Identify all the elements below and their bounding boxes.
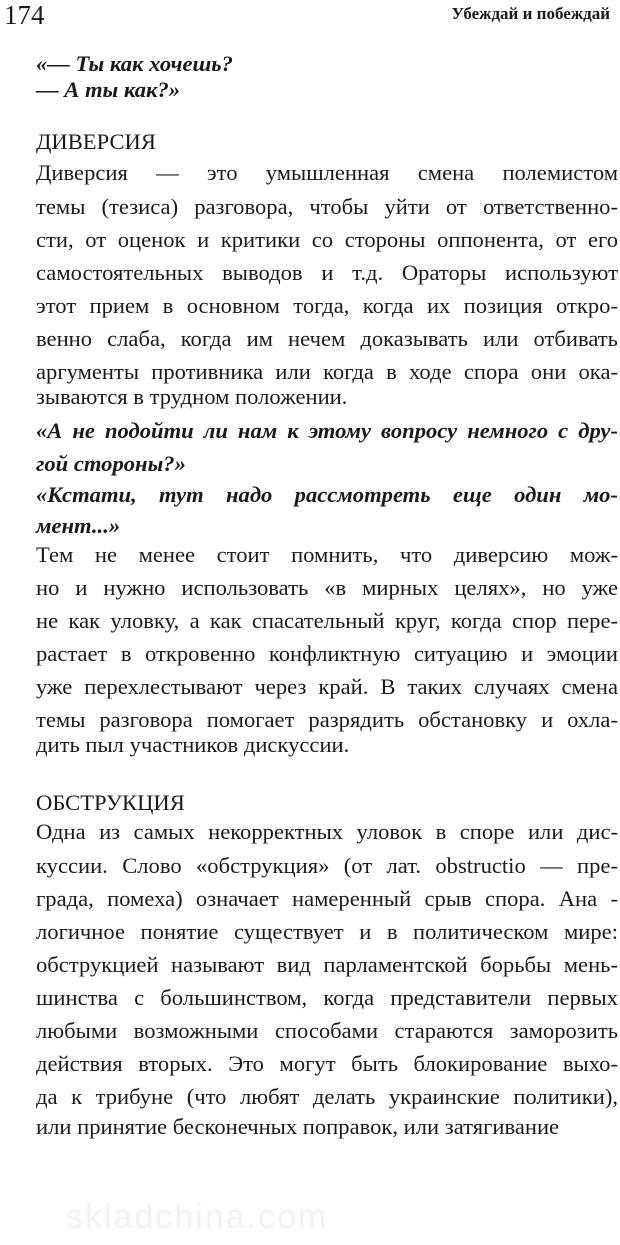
paragraph-line: или принятие бесконечных поправок, или затягивание xyxy=(36,1114,560,1139)
paragraph-line: зываются в трудном положении. xyxy=(36,384,348,409)
paragraph-line: да к трибуне (что любят делать украинские политики), xyxy=(36,1084,618,1109)
paragraph-line: темы (тезиса) разговора, чтобы уйти от ответственно- xyxy=(36,194,618,219)
running-head: Убеждай и побеждай xyxy=(451,4,610,23)
paragraph-line: самостоятельных выводов и т.д. Ораторы используют xyxy=(36,260,618,285)
paragraph-line: обструкцией называют вид парламентской борьбы мень- xyxy=(36,952,618,977)
paragraph-line: Диверсия — это умышленная смена полемистом xyxy=(36,160,618,185)
paragraph-line: сти, от оценок и критики со стороны оппонента, от его xyxy=(36,227,618,252)
paragraph-line: не как уловку, а как спасательный круг, когда спор пере- xyxy=(36,608,618,633)
section-heading-obstruction: ОБСТРУКЦИЯ xyxy=(36,790,185,815)
paragraph-line: града, помеха) означает намеренный срыв спора. Ана - xyxy=(36,886,618,911)
watermark: skladchina.com xyxy=(66,1198,329,1236)
page-number: 174 xyxy=(4,0,45,30)
paragraph-line: Одна из самых некорректных уловок в споре или дис- xyxy=(36,819,618,844)
paragraph-line: этот прием в основном тогда, когда их позиция откро- xyxy=(36,293,618,318)
paragraph-line: венно слаба, когда им нечем доказывать или отбивать xyxy=(36,326,618,351)
paragraph-line: дить пыл участников дискуссии. xyxy=(36,732,350,757)
paragraph-line: аргументы противника или когда в ходе спора они ока- xyxy=(36,359,618,384)
paragraph-line: любыми возможными способами стараются заморозить xyxy=(36,1018,618,1043)
paragraph-line: Тем не менее стоит помнить, что диверсию мож- xyxy=(36,542,618,567)
dialog-line: «— Ты как хочешь? xyxy=(36,51,233,76)
paragraph-line: логичное понятие существует и в политическом мире: xyxy=(36,919,618,944)
paragraph-line: но и нужно использовать «в мирных целях», но уже xyxy=(36,575,618,600)
section-heading-diversion: ДИВЕРСИЯ xyxy=(36,129,156,154)
example-line: мент...» xyxy=(36,513,121,538)
paragraph-line: уже перехлестывают через край. В таких случаях смена xyxy=(36,674,618,699)
example-line: гой стороны?» xyxy=(36,451,186,476)
paragraph-line: куссии. Слово «обструкция» (от лат. obstructio — пре- xyxy=(36,853,618,878)
paragraph-line: растает в откровенно конфликтную ситуацию и эмоции xyxy=(36,641,618,666)
dialog-line: — А ты как?» xyxy=(36,77,181,102)
example-line: «Кстати, тут надо рассмотреть еще один мо- xyxy=(36,482,618,507)
paragraph-line: шинства с большинством, когда представители первых xyxy=(36,985,618,1010)
paragraph-line: действия вторых. Это могут быть блокирование выхо- xyxy=(36,1051,618,1076)
example-line: «А не подойти ли нам к этому вопросу немного с дру- xyxy=(36,418,618,443)
paragraph-line: темы разговора помогает разрядить обстановку и охла- xyxy=(36,707,618,732)
